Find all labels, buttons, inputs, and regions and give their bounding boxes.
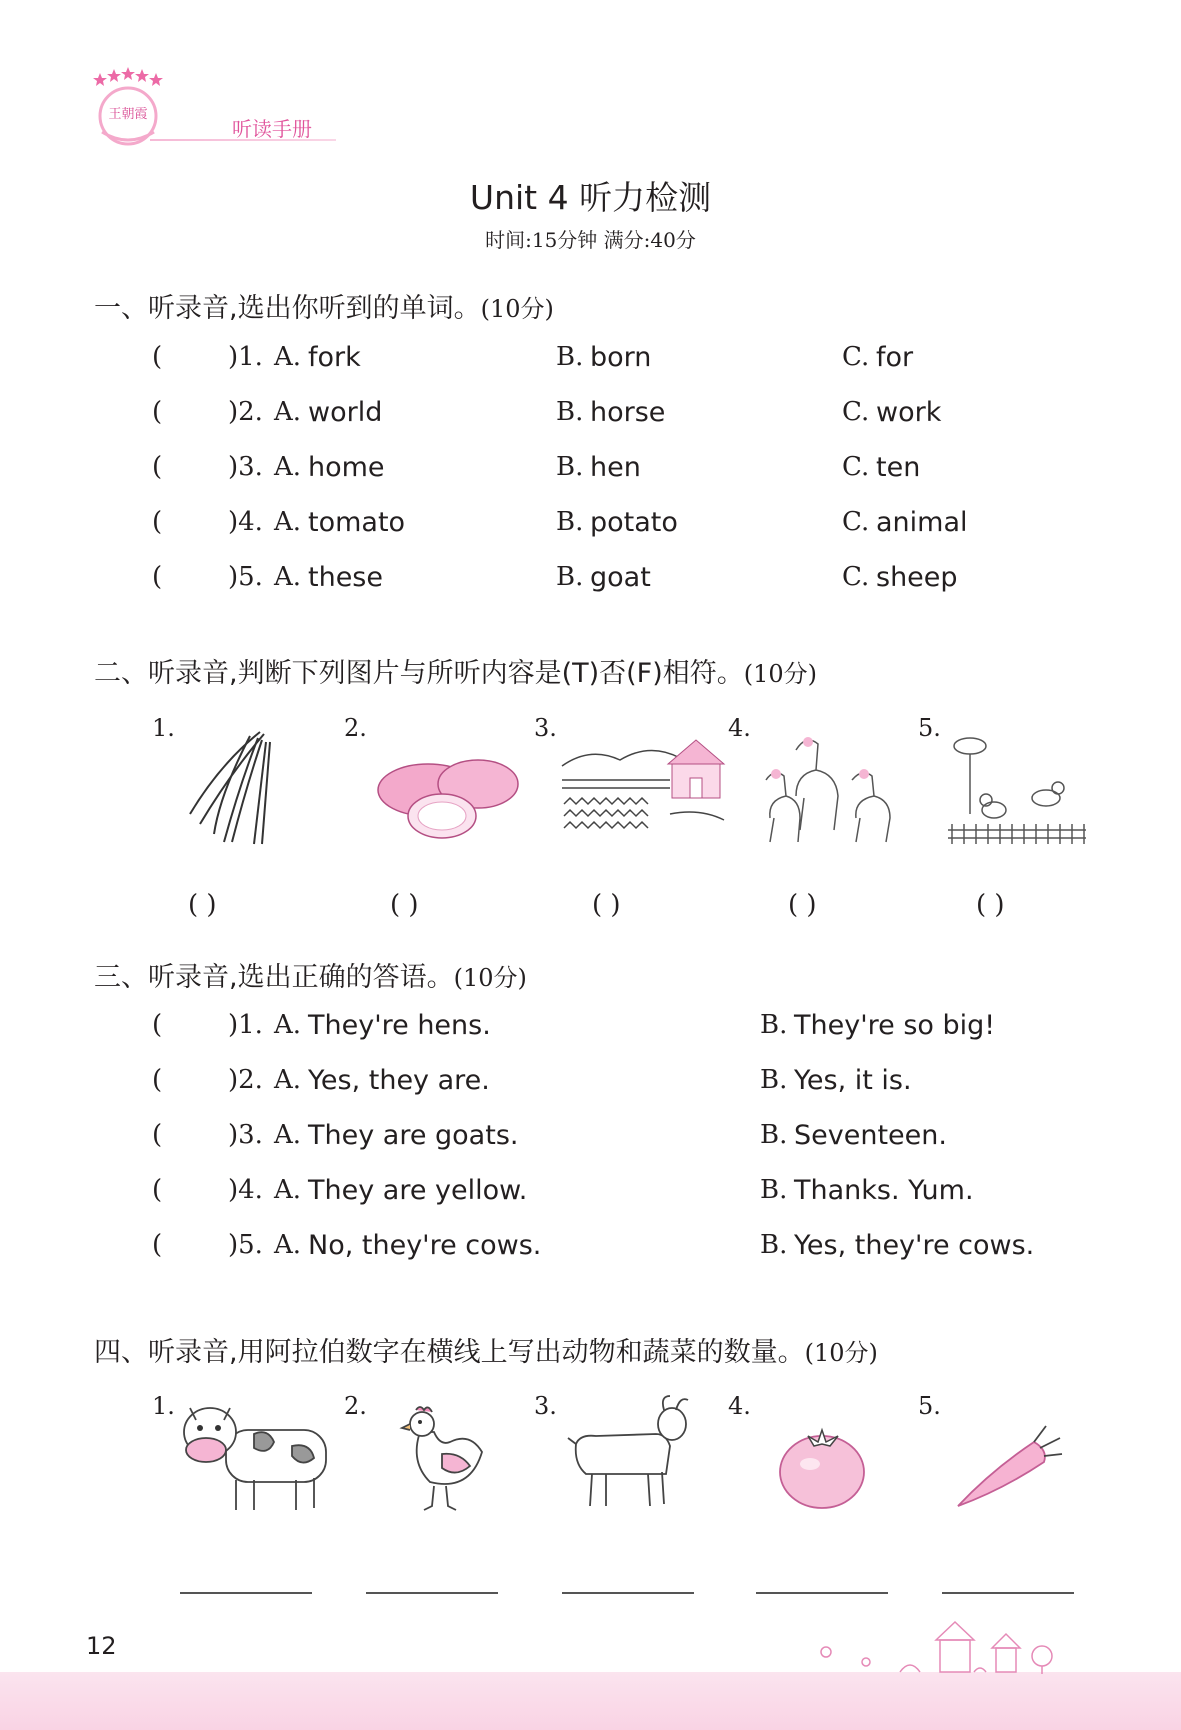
answer-paren-open[interactable]: ( [152, 562, 163, 592]
section1-points: (10分) [480, 295, 554, 323]
s4-answer-line[interactable] [942, 1592, 1074, 1594]
hen-image [390, 1402, 490, 1514]
section2-heading [94, 651, 817, 690]
option-a: They're hens. [308, 1010, 491, 1041]
option-a-label: A. [274, 1065, 302, 1095]
horses-image [756, 730, 916, 850]
answer-paren-open[interactable]: ( [152, 1065, 163, 1095]
farm-animals-fence-image [946, 724, 1088, 848]
s2-item-num: 1. [152, 714, 175, 742]
question-number: )4. [228, 507, 263, 537]
option-a: home [308, 452, 385, 483]
header-label: 听读手册 [232, 117, 312, 141]
goat-image [566, 1394, 696, 1512]
option-a-label: A. [274, 452, 302, 482]
question-number: )5. [228, 1230, 263, 1260]
farm-scene-image [560, 728, 726, 840]
question-row [152, 1175, 1112, 1215]
option-b-label: B. [556, 507, 584, 537]
section2-heading-text: 二、听录音,判断下列图片与所听内容是(T)否(F)相符。 [94, 658, 744, 689]
section4-heading [94, 1330, 878, 1369]
option-b-label: B. [760, 1065, 788, 1095]
option-a: fork [308, 342, 361, 373]
answer-paren-open[interactable]: ( [152, 342, 163, 372]
question-number: )1. [228, 342, 263, 372]
question-number: )5. [228, 562, 263, 592]
s2-answer-paren[interactable]: ( ) [188, 890, 217, 920]
s4-item-num: 1. [152, 1392, 175, 1420]
option-b-label: B. [556, 562, 584, 592]
footer-band [0, 1672, 1181, 1730]
question-row [152, 507, 1112, 547]
answer-paren-open[interactable]: ( [152, 1120, 163, 1150]
s2-answer-paren[interactable]: ( ) [592, 890, 621, 920]
question-number: )3. [228, 1120, 263, 1150]
s4-answer-line[interactable] [180, 1592, 312, 1594]
option-b-label: B. [760, 1010, 788, 1040]
option-b: Seventeen. [794, 1120, 947, 1151]
green-beans-image [180, 724, 280, 848]
carrot-image [952, 1420, 1072, 1512]
option-a-label: A. [274, 562, 302, 592]
option-b-label: B. [556, 397, 584, 427]
section2-points: (10分) [743, 660, 818, 688]
s4-answer-line[interactable] [756, 1592, 888, 1594]
s2-item-num: 4. [728, 714, 751, 742]
page-title: Unit 4 听力检测 [469, 178, 712, 217]
option-b: hen [590, 452, 641, 483]
s2-item-num: 3. [534, 714, 557, 742]
question-row [152, 1010, 1112, 1050]
option-a: tomato [308, 507, 406, 538]
option-a-label: A. [274, 342, 302, 372]
option-c-label: C. [842, 507, 870, 537]
question-row [152, 342, 1112, 382]
option-c-label: C. [842, 562, 870, 592]
option-a: They are yellow. [308, 1175, 528, 1206]
publisher-logo [88, 66, 168, 150]
answer-paren-open[interactable]: ( [152, 397, 163, 427]
option-c-label: C. [842, 452, 870, 482]
s4-item-num: 5. [918, 1392, 941, 1420]
option-c-label: C. [842, 397, 870, 427]
option-a-label: A. [274, 1175, 302, 1205]
s4-answer-line[interactable] [366, 1592, 498, 1594]
section1-heading [94, 286, 554, 325]
answer-paren-open[interactable]: ( [152, 507, 163, 537]
s4-answer-line[interactable] [562, 1592, 694, 1594]
s2-item-num: 2. [344, 714, 367, 742]
option-b-label: B. [760, 1175, 788, 1205]
option-b-label: B. [556, 452, 584, 482]
option-a-label: A. [274, 507, 302, 537]
option-a-label: A. [274, 1230, 302, 1260]
s4-item-num: 3. [534, 1392, 557, 1420]
question-number: )4. [228, 1175, 263, 1205]
s2-item-num: 5. [918, 714, 941, 742]
question-row [152, 1120, 1112, 1160]
question-row [152, 397, 1112, 437]
option-a: No, they're cows. [308, 1230, 542, 1261]
option-b-label: B. [760, 1230, 788, 1260]
option-c: animal [876, 507, 968, 538]
option-a: Yes, they are. [308, 1065, 490, 1096]
option-a: They are goats. [308, 1120, 519, 1151]
option-b-label: B. [760, 1120, 788, 1150]
answer-paren-open[interactable]: ( [152, 452, 163, 482]
section3-points: (10分) [453, 964, 527, 992]
potatoes-image [372, 752, 522, 842]
question-number: )1. [228, 1010, 263, 1040]
option-b: born [590, 342, 652, 373]
option-c: work [876, 397, 942, 428]
section4-heading-text: 四、听录音,用阿拉伯数字在横线上写出动物和蔬菜的数量。 [94, 1337, 805, 1368]
section3-heading-text: 三、听录音,选出正确的答语。 [94, 962, 454, 993]
page-number: 12 [86, 1632, 117, 1660]
section4-points: (10分) [804, 1339, 878, 1367]
option-b-label: B. [556, 342, 584, 372]
option-a-label: A. [274, 1010, 302, 1040]
page-subtitle: 时间:15分钟 满分:40分 [485, 228, 696, 252]
option-a: world [308, 397, 383, 428]
option-b: Yes, they're cows. [794, 1230, 1035, 1261]
question-number: )3. [228, 452, 263, 482]
option-b: Yes, it is. [794, 1065, 912, 1096]
option-b: goat [590, 562, 651, 593]
option-c: for [876, 342, 914, 373]
svg-text:王朝霞: 王朝霞 [108, 107, 148, 122]
s2-answer-paren[interactable]: ( ) [976, 890, 1005, 920]
answer-paren-open[interactable]: ( [152, 1175, 163, 1205]
section1-heading-text: 一、听录音,选出你听到的单词。 [94, 293, 481, 324]
option-a: these [308, 562, 383, 593]
option-c: sheep [876, 562, 958, 593]
option-b: Thanks. Yum. [794, 1175, 974, 1206]
section3-heading [94, 955, 527, 994]
option-c: ten [876, 452, 921, 483]
s2-answer-paren[interactable]: ( ) [788, 890, 817, 920]
question-number: )2. [228, 397, 263, 427]
question-row [152, 1065, 1112, 1105]
tomato-image [772, 1420, 872, 1512]
option-b: horse [590, 397, 666, 428]
option-a-label: A. [274, 1120, 302, 1150]
question-row [152, 1230, 1112, 1270]
question-row [152, 452, 1112, 492]
question-number: )2. [228, 1065, 263, 1095]
s4-item-num: 4. [728, 1392, 751, 1420]
option-b: They're so big! [794, 1010, 996, 1041]
s2-answer-paren[interactable]: ( ) [390, 890, 419, 920]
footer-decoration [810, 1616, 1070, 1678]
answer-paren-open[interactable]: ( [152, 1010, 163, 1040]
question-row [152, 562, 1112, 602]
option-a-label: A. [274, 397, 302, 427]
option-b: potato [590, 507, 678, 538]
answer-paren-open[interactable]: ( [152, 1230, 163, 1260]
cow-image [176, 1394, 336, 1516]
option-c-label: C. [842, 342, 870, 372]
s4-item-num: 2. [344, 1392, 367, 1420]
